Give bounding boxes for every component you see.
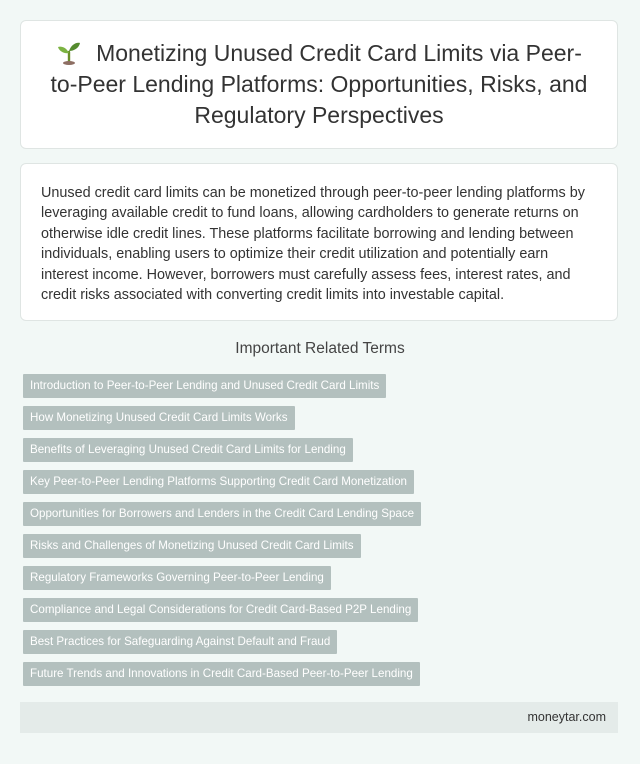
related-term-link[interactable]: Regulatory Frameworks Governing Peer-to-Peer Lending xyxy=(23,566,331,590)
sprout-icon xyxy=(56,39,82,65)
related-term-link[interactable]: Introduction to Peer-to-Peer Lending and Unused Credit Card Limits xyxy=(23,374,386,398)
related-terms-list xyxy=(23,374,421,694)
related-term-link[interactable]: Future Trends and Innovations in Credit Card-Based Peer-to-Peer Lending xyxy=(23,662,420,686)
summary-card xyxy=(20,163,618,321)
related-term-link[interactable]: Key Peer-to-Peer Lending Platforms Supporting Credit Card Monetization xyxy=(23,470,414,494)
related-term-link[interactable]: Opportunities for Borrowers and Lenders in the Credit Card Lending Space xyxy=(23,502,421,526)
summary-text: Unused credit card limits can be monetized through peer-to-peer lending platforms by leveraging available credit to fund loans, allowing cardholders to generate returns on otherwise idle credit lines. These platforms facilitate borrowing and lending between individuals, enabling users to optimize their credit utilization and potentially earn interest income. However, borrowers must carefully assess fees, interest rates, and credit risks associated with converting credit limits into investable capital. xyxy=(41,185,585,304)
related-term-link[interactable]: Benefits of Leveraging Unused Credit Card Limits for Lending xyxy=(23,438,353,462)
related-term-link[interactable]: How Monetizing Unused Credit Card Limits Works xyxy=(23,406,295,430)
page-title-text: Monetizing Unused Credit Card Limits via Peer-to-Peer Lending Platforms: Opportunities, Risks, and Regulatory Perspectives xyxy=(50,40,588,128)
related-term-link[interactable]: Compliance and Legal Considerations for Credit Card-Based P2P Lending xyxy=(23,598,418,622)
related-term-link[interactable]: Risks and Challenges of Monetizing Unused Credit Card Limits xyxy=(23,534,361,558)
footer-site-name: moneytar.com xyxy=(527,710,606,724)
related-terms-heading: Important Related Terms xyxy=(235,340,405,357)
related-term-link[interactable]: Best Practices for Safeguarding Against Default and Fraud xyxy=(23,630,337,654)
footer-bar xyxy=(20,702,618,733)
page-title xyxy=(43,38,595,131)
title-card xyxy=(20,20,618,149)
